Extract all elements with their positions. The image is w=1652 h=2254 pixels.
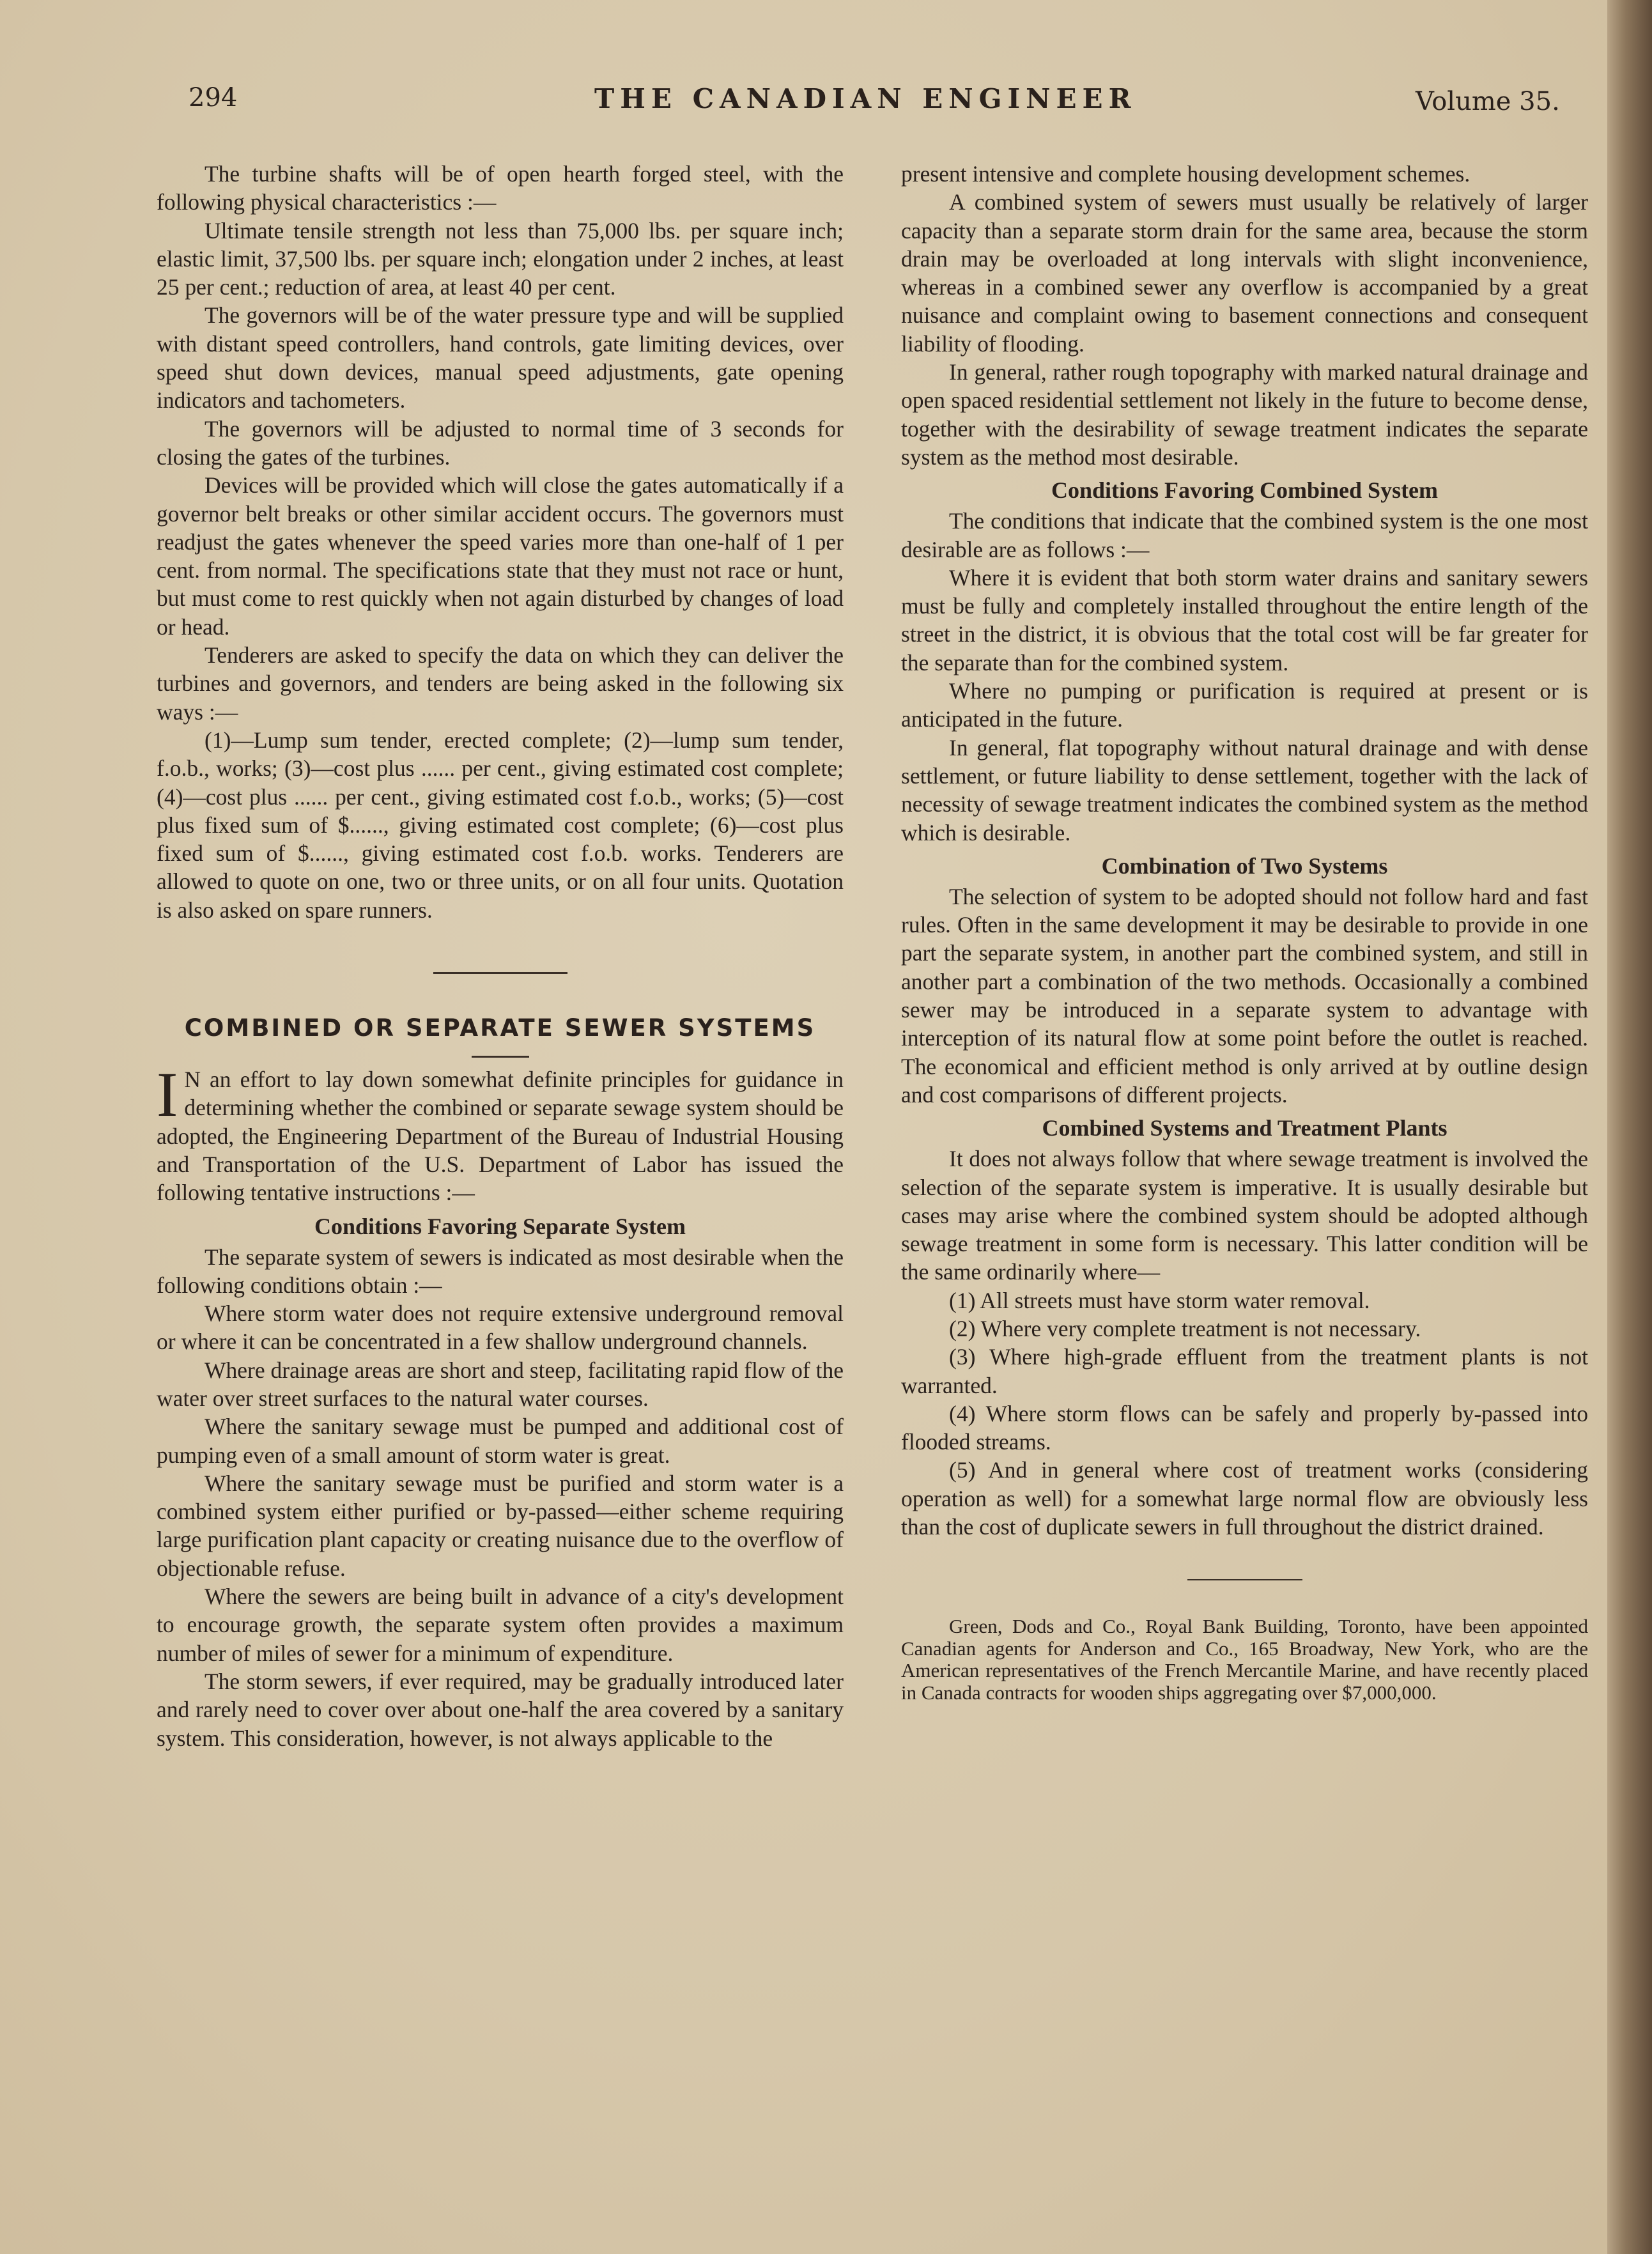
- page-binding: [1607, 0, 1652, 2254]
- paragraph: Where the sanitary sewage must be pumped and additional cost of pumping even of a small amount of storm water is great.: [157, 1414, 844, 1468]
- paragraph: Where drainage areas are short and steep, facilitating rapid flow of the water over street surfaces to the natural water courses.: [157, 1357, 844, 1411]
- drop-cap: I: [157, 1059, 178, 1131]
- page-number: 294: [189, 83, 238, 112]
- running-header: [0, 83, 1652, 121]
- article-title: COMBINED OR SEPARATE SEWER SYSTEMS: [184, 1014, 816, 1042]
- paragraph: The governors will be of the water pressure type and will be supplied with distant speed controllers, hand controls, gate limiting devices, over speed shut down devices, manual speed adjustments, gate opening indicators and tachometers.: [157, 302, 844, 413]
- paragraph: (1)—Lump sum tender, erected complete; (2)—lump sum tender, f.o.b., works; (3)—cost plus ...... per cent., giving estimated cost complete; (4)—cost plus ...... per cent., giving estimated cost f.o.b., works; (5)—cost plus fixed sum of $......, giving estimated cost complete; (6)—cost plus fixed sum of $......, giving estimated cost f.o.b. works. Tenderers are allowed to quote on one, two or three units, or on all four units. Quotation is also asked on spare runners.: [157, 727, 844, 923]
- paragraph: Where the sanitary sewage must be purified and storm water is a combined system either purified or by-passed—either scheme requiring large purification plant capacity or creating nuisance due to the overflow of objectionable refuse.: [157, 1470, 844, 1581]
- paragraph: Where no pumping or purification is required at present or is anticipated in the future.: [901, 678, 1588, 732]
- article-intro: [157, 1059, 844, 1207]
- paragraph: In general, rather rough topography with marked natural drainage and open spaced residential settlement not likely in the future to become dense, together with the desirability of sewage treatment indicates the separate system as the method most desirable.: [901, 359, 1588, 470]
- paragraph: A combined system of sewers must usually be relatively of larger capacity than a separate storm drain for the same area, because the storm drain may be overloaded at long intervals with slight inconvenience, whereas in a combined sewer any overflow is accompanied by a great nuisance and complaint owing to basement connections and consequent liability of flooding.: [901, 189, 1588, 357]
- subheading-two-systems: Combination of Two Systems: [1101, 853, 1388, 879]
- paragraph: The selection of system to be adopted should not follow hard and fast rules. Often in the same development it may be desirable to provide in one part the separate system, in another part the combined system, and still in another part a combination of the two methods. Occasionally a combined sewer may be introduced in a separate system to advantage with interception of its natural flow at some point before the outlet is reached. The economical and efficient method is only arrived at by outline design and cost comparisons of different projects.: [901, 883, 1588, 1108]
- subheading-treatment: Combined Systems and Treatment Plants: [1042, 1115, 1447, 1141]
- paragraph: The conditions that indicate that the combined system is the one most desirable are as follows :—: [901, 508, 1588, 562]
- journal-title: THE CANADIAN ENGINEER: [594, 83, 1137, 114]
- list-item: (1) All streets must have storm water removal.: [949, 1287, 1370, 1313]
- paragraph: Where the sewers are being built in advance of a city's development to encourage growth, the separate system often provides a maximum number of miles of sewer for a minimum of expenditure.: [157, 1584, 844, 1666]
- paragraph: It does not always follow that where sewage treatment is involved the selection of the separate system is imperative. It is usually desirable but cases may arise where the combined system should be adopted although sewage treatment in some form is necessary. This latter condition will be the same ordinarily where—: [901, 1146, 1588, 1285]
- paragraph: The governors will be adjusted to normal time of 3 seconds for closing the gates of the turbines.: [157, 415, 844, 470]
- paragraph: The separate system of sewers is indicated as most desirable when the following conditions obtain :—: [157, 1244, 844, 1298]
- paragraph: Ultimate tensile strength not less than 75,000 lbs. per square inch; elastic limit, 37,500 lbs. per square inch; elongation under 2 inches, at least 25 per cent.; reduction of area, at least 40 per cent.: [157, 217, 844, 300]
- news-note: [901, 1616, 1588, 1704]
- left-column: [157, 160, 844, 1752]
- paragraph: Where it is evident that both storm water drains and sanitary sewers must be fully and completely installed throughout the entire length of the street in the district, it is obvious that the total cost will be far greater for the separate than for the combined system.: [901, 564, 1588, 675]
- paragraph: present intensive and complete housing development schemes.: [901, 161, 1471, 187]
- paragraph: Where storm water does not require extensive underground removal or where it can be concentrated in a few shallow underground channels.: [157, 1301, 844, 1355]
- list-item: (3) Where high-grade effluent from the treatment plants is not warranted.: [901, 1344, 1588, 1398]
- paragraph: Tenderers are asked to specify the data on which they can deliver the turbines and governors, and tenders are being asked in the following six ways :—: [157, 642, 844, 725]
- paragraph: Devices will be provided which will close the gates automatically if a governor belt breaks or other similar accident occurs. The governors must readjust the gates whenever the speed varies more than one-half of 1 per cent. from normal. The specifications state that they must not race or hunt, but must come to rest quickly when not again disturbed by changes of load or head.: [157, 472, 844, 640]
- volume-label: Volume 35.: [1416, 87, 1560, 116]
- intro-text: N an effort to lay down somewhat definite principles for guidance in determining whether the combined or separate sewage system should be adopted, the Engineering Department of the Bureau of Industrial Housing and Transportation of the U.S. Department of Labor has issued the following tentative instructions :—: [157, 1067, 844, 1206]
- right-column: [901, 160, 1588, 1704]
- subheading-separate: Conditions Favoring Separate System: [314, 1213, 686, 1239]
- list-item: (2) Where very complete treatment is not necessary.: [949, 1315, 1421, 1341]
- paragraph: The storm sewers, if ever required, may be gradually introduced later and rarely need to cover over about one-half the area covered by a sanitary system. This consideration, however, is not always applicable to the: [157, 1668, 844, 1751]
- note-text: Green, Dods and Co., Royal Bank Building, Toronto, have been appointed Canadian agents for Anderson and Co., 165 Broadway, New York, who are the American representatives of the French Mercantile Marine, and have recently placed in Canada contracts for wooden ships aggregating over $7,000,000.: [901, 1615, 1588, 1704]
- list-item: (5) And in general where cost of treatment works (considering operation as well) for a somewhat large normal flow are obviously less than the cost of duplicate sewers in full throughout the district drained.: [901, 1457, 1588, 1540]
- list-item: (4) Where storm flows can be safely and properly by-passed into flooded streams.: [901, 1400, 1588, 1455]
- paragraph: The turbine shafts will be of open hearth forged steel, with the following physical characteristics :—: [157, 161, 844, 215]
- subheading-combined: Conditions Favoring Combined System: [1051, 477, 1439, 504]
- paragraph: In general, flat topography without natural drainage and with dense settlement, or future liability to dense settlement, together with the lack of necessity of sewage treatment indicates the combined system as the method which is desirable.: [901, 734, 1588, 845]
